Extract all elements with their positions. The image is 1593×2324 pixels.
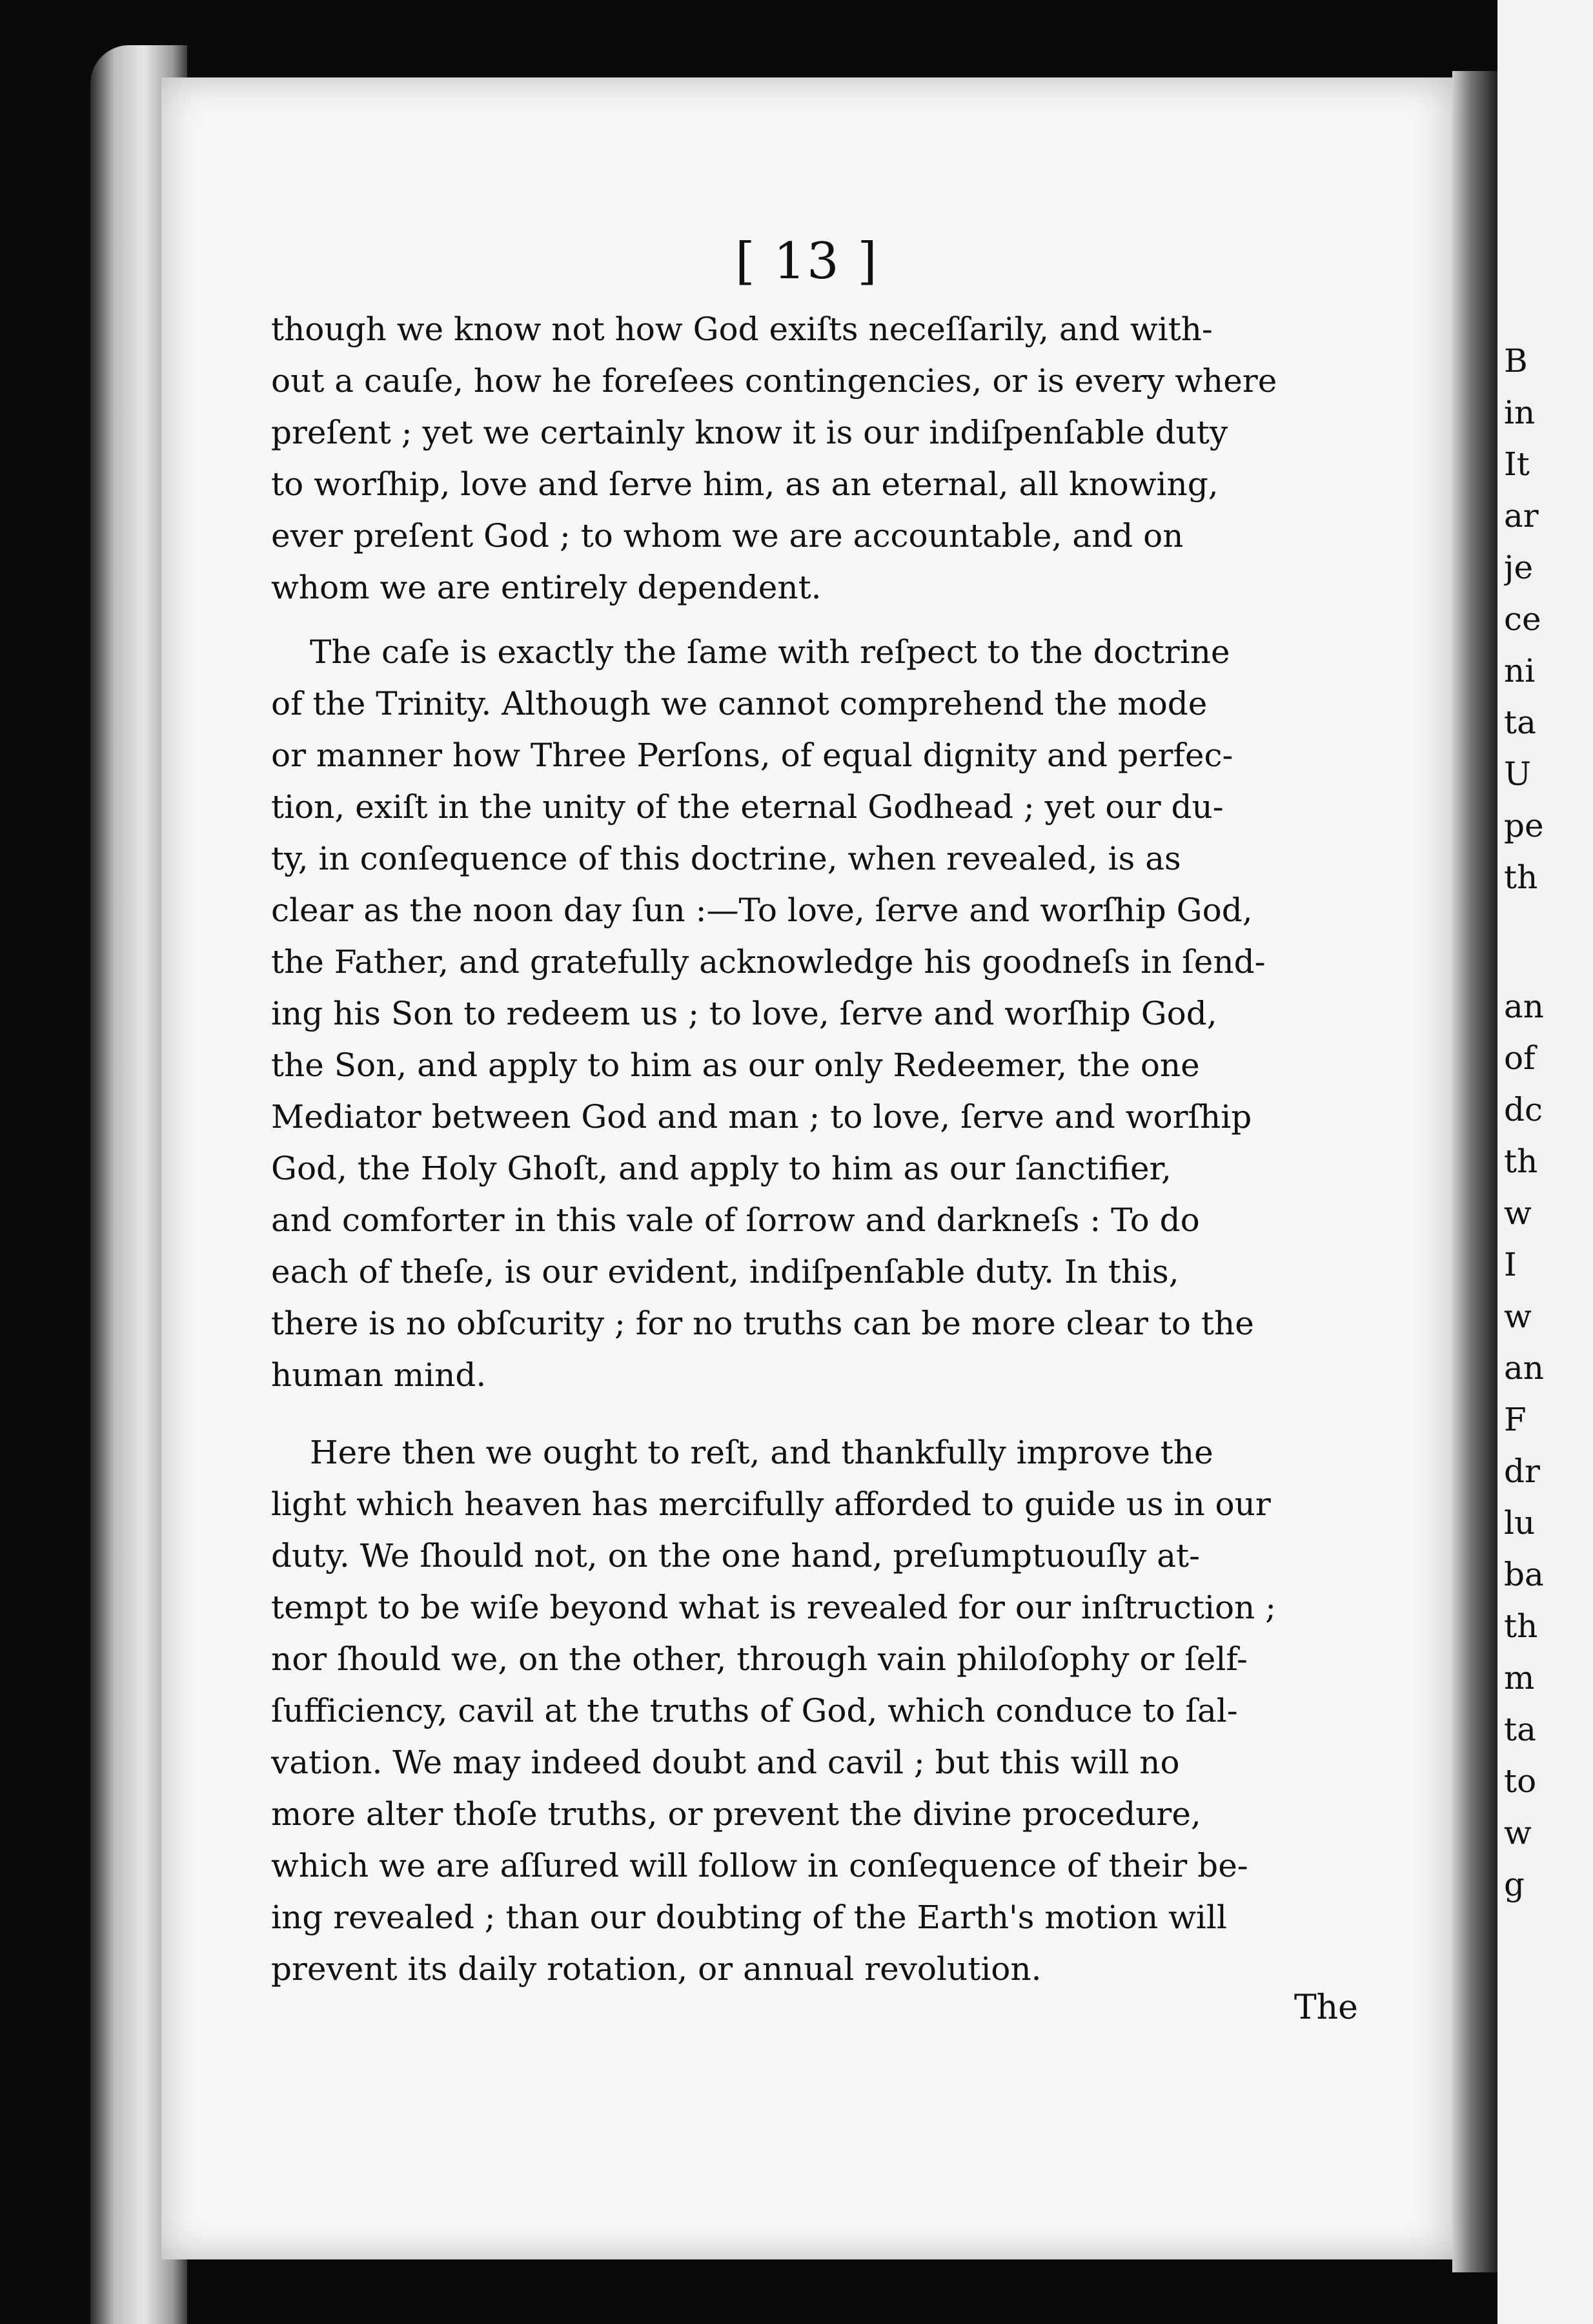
fragment: to — [1504, 1762, 1537, 1800]
fragment: pe — [1504, 807, 1544, 844]
fragment: g — [1504, 1866, 1525, 1903]
text-line: duty. We ſhould not, on the one hand, preſumptuouſly at- — [271, 1537, 1201, 1575]
fragment: ce — [1504, 600, 1541, 638]
text-line: tion, exiſt in the unity of the eternal Godhead ; yet our du- — [271, 788, 1224, 826]
text-line: ing revealed ; than our doubting of the Earth's motion will — [271, 1899, 1227, 1936]
fragment: ar — [1504, 497, 1539, 535]
text-line: light which heaven has mercifully afforded to guide us in our — [271, 1485, 1271, 1523]
text-line: and comforter in this vale of ſorrow and darkneſs : To do — [271, 1201, 1200, 1239]
fragment: U — [1504, 755, 1532, 793]
fragment: je — [1504, 549, 1534, 586]
fragment: th — [1504, 1607, 1538, 1645]
text-line: nor ſhould we, on the other, through vain philoſophy or ſelf- — [271, 1640, 1248, 1678]
text-line: ever preſent God ; to whom we are accountable, and on — [271, 517, 1184, 555]
body-text — [271, 303, 1381, 2111]
book-gutter — [1452, 71, 1497, 2272]
text-line: tempt to be wiſe beyond what is revealed for our inſtruction ; — [271, 1589, 1276, 1626]
text-line: God, the Holy Ghoſt, and apply to him as our ſanctifier, — [271, 1150, 1172, 1187]
text-line: more alter thoſe truths, or prevent the divine procedure, — [271, 1795, 1201, 1833]
text-line: Here then we ought to reſt, and thankfully improve the — [310, 1434, 1213, 1471]
facing-page — [1497, 0, 1593, 2324]
text-line: out a cauſe, how he foreſees contingencies, or is every where — [271, 362, 1277, 400]
fragment: w — [1504, 1814, 1532, 1851]
text-line: or manner how Three Perſons, of equal dignity and perfec- — [271, 737, 1233, 774]
text-line: The caſe is exactly the ſame with reſpect to the doctrine — [310, 633, 1230, 671]
fragment: in — [1504, 394, 1536, 431]
fragment: ni — [1504, 652, 1536, 689]
fragment: th — [1504, 1143, 1538, 1180]
facing-page-fragments — [1497, 0, 1593, 2324]
text-line: of the Trinity. Although we cannot comprehend the mode — [271, 685, 1208, 722]
text-line: preſent ; yet we certainly know it is our indiſpenſable duty — [271, 414, 1228, 451]
fragment: I — [1504, 1246, 1517, 1283]
fragment: dr — [1504, 1452, 1540, 1490]
fragment: an — [1504, 1349, 1545, 1387]
text-line: there is no obſcurity ; for no truths can be more clear to the — [271, 1305, 1254, 1342]
fragment: ta — [1504, 704, 1536, 741]
fragment: ba — [1504, 1556, 1544, 1593]
fragment: lu — [1504, 1504, 1536, 1542]
fragment: ta — [1504, 1711, 1536, 1748]
text-line: ty, in conſequence of this doctrine, when revealed, is as — [271, 840, 1181, 877]
text-line: human mind. — [271, 1356, 487, 1394]
fragment: of — [1504, 1039, 1536, 1077]
fragment: It — [1504, 445, 1530, 483]
text-line: prevent its daily rotation, or annual revolution. — [271, 1950, 1042, 1988]
text-line: clear as the noon day ſun :—To love, ſerve and worſhip God, — [271, 892, 1253, 929]
text-line: Mediator between God and man ; to love, ſerve and worſhip — [271, 1098, 1252, 1136]
text-line: each of theſe, is our evident, indiſpenſable duty. In this, — [271, 1253, 1179, 1290]
catchword: The — [1294, 1988, 1358, 2027]
fragment: dc — [1504, 1091, 1543, 1128]
fragment: F — [1504, 1401, 1527, 1438]
fragment: B — [1504, 342, 1528, 380]
text-line: the Father, and gratefully acknowledge his goodneſs in ſend- — [271, 943, 1266, 981]
text-line: whom we are entirely dependent. — [271, 569, 822, 606]
fragment: th — [1504, 859, 1538, 896]
fragment: m — [1504, 1659, 1535, 1697]
text-line: the Son, and apply to him as our only Redeemer, the one — [271, 1046, 1200, 1084]
text-line: to worſhip, love and ſerve him, as an eternal, all knowing, — [271, 465, 1219, 503]
text-line: vation. We may indeed doubt and cavil ; but this will no — [271, 1744, 1180, 1781]
page-number: [ 13 ] — [735, 232, 878, 290]
text-line: though we know not how God exiſts neceſſarily, and with- — [271, 311, 1213, 348]
text-line: ing his Son to redeem us ; to love, ſerve and worſhip God, — [271, 995, 1217, 1032]
fragment: an — [1504, 988, 1545, 1025]
fragment: w — [1504, 1298, 1532, 1335]
text-line: ſufficiency, cavil at the truths of God, which conduce to ſal- — [271, 1692, 1238, 1729]
fragment: w — [1504, 1194, 1532, 1232]
text-line: which we are aſſured will follow in conſequence of their be- — [271, 1847, 1248, 1884]
